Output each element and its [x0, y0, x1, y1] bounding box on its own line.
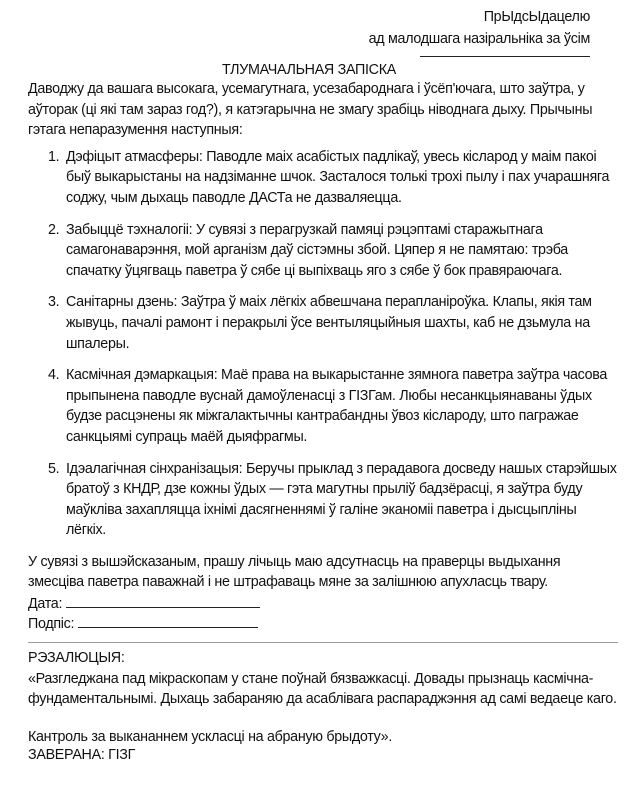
resolution-block [28, 648, 618, 710]
recipient-signature-line [420, 56, 590, 57]
reason-text: Дэфіцыт атмасферы: Паводле маіх асабістых падлікаў, увесь кісларод у маім пакоі быў выкарыстаны на надзіманне шчок. Засталося толькі трохі пылу і пах учарашняга соджу, чым дыхаць паводле ДАСТа не дазваляецца. [66, 148, 610, 206]
date-label: Дата: [28, 596, 63, 613]
reason-number: 1. [48, 148, 60, 165]
reason-item [28, 147, 618, 209]
reason-number: 4. [48, 367, 60, 384]
reason-number: 3. [48, 294, 60, 311]
recipient-block [28, 6, 590, 50]
reason-text: Касмічная дэмаркацыя: Маё права на выкарыстанне зямнога паветра заўтра часова прыпынена паводле вуснай дамоўленасці з ГІЗГам. Любы несанкцыянаваны ўдых будзе расцэнены як міжгалактычны кантрабандны ўвоз кіслароду, што пагражае санкцыямі супраць маёй дыяфрагмы. [66, 367, 608, 445]
reason-text: Ідэалагічная сінхранізацыя: Беручы прыклад з перадавога досведу нашых старэйшых братоў з КНДР, дзе кожны ўдых — гэта магутны прыліў бадзёрасці, я заўтра буду маўкліва захапляцца іхнімі дасягненнямі ў галіне эканоміі паветра і дысцыпліны лёгкіх. [66, 460, 617, 539]
reasons-list [28, 147, 618, 541]
resolution-heading: РЭЗАЛЮЦЫЯ: [28, 650, 125, 667]
reason-item [28, 459, 618, 541]
reason-item [28, 220, 618, 282]
certified-by: ЗАВЕРАНА: ГІЗГ [28, 747, 136, 764]
resolution-footer [28, 728, 618, 765]
reason-text: Забыццё тэхналогіі: У сувязі з перагрузкай памяці рэцэптамі старажытнага самагонаварэння, мой арганізм даў сістэмны збой. Цяпер я не памятаю: трэба спачатку ўцягваць паветра ў сябе ці выпіхваць яго з сябе ў бок правяраючага. [66, 221, 568, 279]
resolution-control: Кантроль за выкананнем ускласці на абраную брыдоту». [28, 728, 393, 745]
intro-paragraph: Даводжу да вашага высокага, усемагутнага, усезабароднага і ўсёп'ючага, што заўтра, у аўторак (ці які там зараз год?), я катэгарычна не змагу зрабіць ніводнага дыху. Прычыны гэтага непаразумення наступныя: [28, 81, 593, 139]
document-title: ТЛУМАЧАЛЬНАЯ ЗАПІСКА [222, 62, 396, 78]
date-blank-line [66, 593, 260, 608]
reason-number: 2. [48, 221, 60, 238]
section-divider [28, 642, 618, 643]
signature-blank-line [78, 613, 258, 628]
reason-item [28, 292, 618, 354]
reason-number: 5. [48, 460, 60, 477]
recipient-title: ПрЫдсЫдацелю [483, 9, 590, 25]
date-row [28, 593, 618, 613]
resolution-text: «Разгледжана пад мікраскопам у стане поўнай бязважкасці. Довады прызнаць касмічна-фундаментальнымі. Дыхаць забараняю да асаблівага распараджэння ад самі ведаеце каго. [28, 670, 617, 708]
signature-label: Подпіс: [28, 616, 75, 633]
reason-text: Санітарны дзень: Заўтра ў маіх лёгкіх абвешчана перапланіроўка. Клапы, якія там жывуць, пачалі рамонт і перакрылі ўсе вентыляцыйныя шахты, каб не дзьмула на шпалеры. [66, 294, 592, 352]
recipient-sender: ад малодшага назіральніка за ўсім [368, 31, 590, 47]
signature-row [28, 613, 618, 633]
conclusion-paragraph: У сувязі з вышэйсказаным, прашу лічыць маю адсутнасць на праверцы выдыхання змесціва паветра паважнай і не штрафаваць мяне за залішнюю апухласць твару. [28, 553, 561, 591]
reason-item [28, 365, 618, 447]
